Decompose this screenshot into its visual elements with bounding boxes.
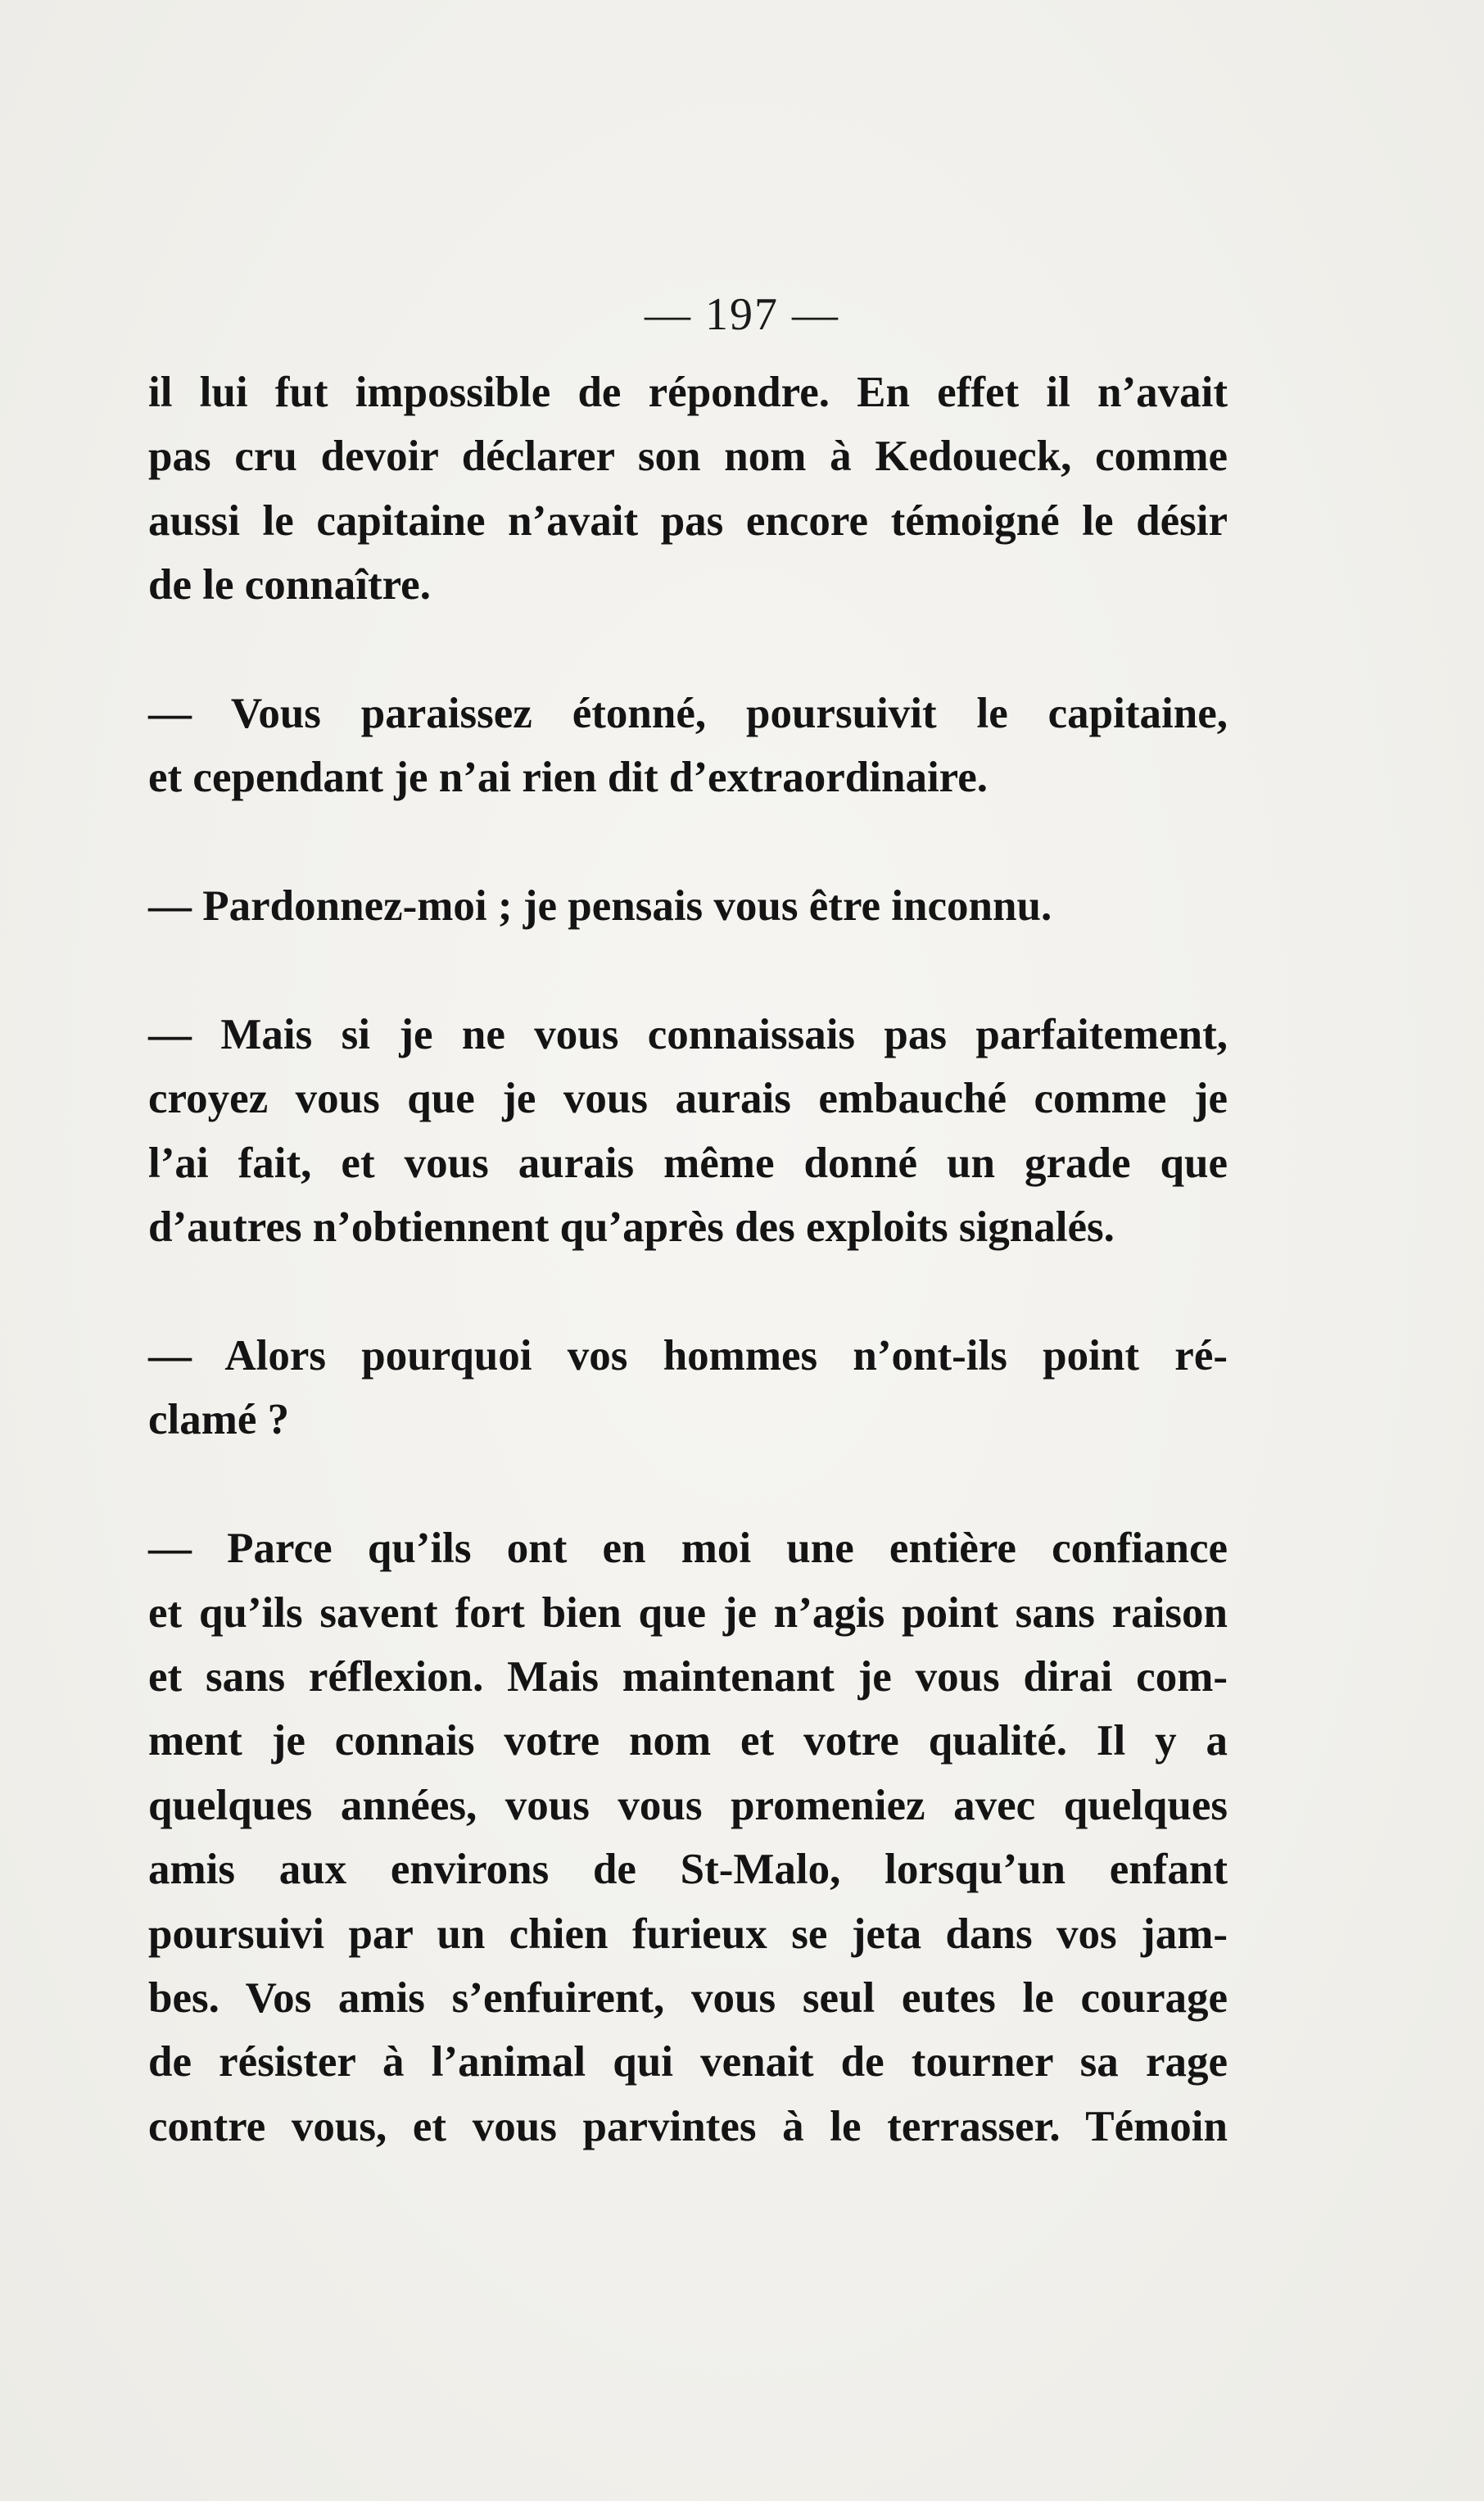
- text-line: quelques années, vous vous promeniez avec quelques: [148, 1781, 1228, 1829]
- text-line: — Alors pourquoi vos hommes n’ont-ils point ré-: [148, 1332, 1228, 1380]
- paragraph-gap: [148, 810, 1228, 874]
- page-number: — 197 —: [645, 289, 839, 340]
- text-line: pas cru devoir déclarer son nom à Kedoueck, comme: [148, 433, 1228, 481]
- text-line: bes. Vos amis s’enfuirent, vous seul eutes le courage: [148, 1974, 1228, 2023]
- text-line: — Pardonnez-moi ; je pensais vous être inconnu.: [148, 882, 1052, 931]
- text-line: clamé ?: [148, 1396, 290, 1444]
- paragraph-gap: [148, 1452, 1228, 1516]
- text-line: croyez vous que je vous aurais embauché comme je: [148, 1075, 1228, 1123]
- text-line: de le connaître.: [148, 561, 431, 609]
- text-line: ment je connais votre nom et votre qualité. Il y a: [148, 1717, 1228, 1765]
- text-line: l’ai fait, et vous aurais même donné un grade que: [148, 1139, 1228, 1187]
- text-line: — Parce qu’ils ont en moi une entière confiance: [148, 1525, 1228, 1573]
- text-line: et qu’ils savent fort bien que je n’agis point sans raison: [148, 1588, 1228, 1637]
- body-text: [148, 360, 1228, 2159]
- text-line: contre vous, et vous parvintes à le terrasser. Témoin: [148, 2102, 1228, 2150]
- paragraph-gap: [148, 618, 1228, 682]
- text-line: aussi le capitaine n’avait pas encore témoigné le désir: [148, 496, 1228, 545]
- text-line: et sans réflexion. Mais maintenant je vous dirai com-: [148, 1653, 1228, 1701]
- paragraph-gap: [148, 1260, 1228, 1324]
- text-line: — Vous paraissez étonné, poursuivit le capitaine,: [148, 690, 1228, 738]
- paragraph-gap: [148, 939, 1228, 1003]
- text-line: de résister à l’animal qui venait de tourner sa rage: [148, 2038, 1228, 2086]
- text-line: — Mais si je ne vous connaissais pas parfaitement,: [148, 1011, 1228, 1059]
- text-line: amis aux environs de St-Malo, lorsqu’un enfant: [148, 1846, 1228, 1894]
- text-line: il lui fut impossible de répondre. En effet il n’avait: [148, 369, 1228, 416]
- text-line: poursuivi par un chien furieux se jeta dans vos jam-: [148, 1910, 1228, 1958]
- text-line: d’autres n’obtiennent qu’après des exploits signalés.: [148, 1203, 1115, 1252]
- text-line: et cependant je n’ai rien dit d’extraordinaire.: [148, 754, 989, 802]
